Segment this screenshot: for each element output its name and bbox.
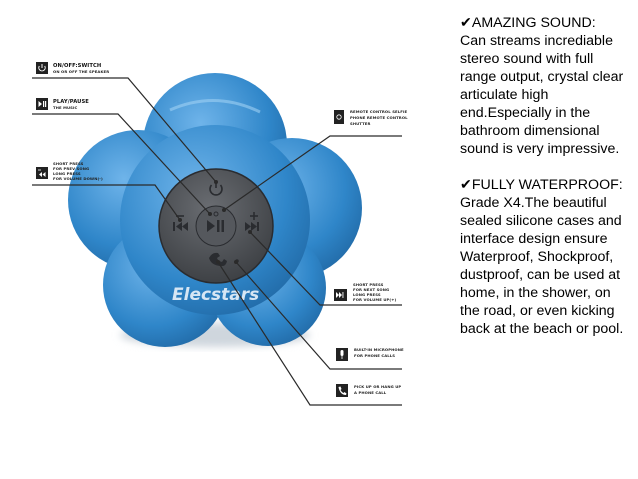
callout-on-off bbox=[36, 62, 109, 74]
phone-icon bbox=[336, 384, 348, 397]
feature-body: Can streams incrediable stereo sound with full range output, crystal clear articulate high end.Especially in the bathroom dimensional sound is very impressive. bbox=[460, 33, 624, 157]
svg-text:THE MUSIC: THE MUSIC bbox=[53, 105, 78, 110]
callout-call bbox=[336, 384, 401, 397]
svg-text:SHUTTER: SHUTTER bbox=[350, 121, 371, 126]
svg-text:PLAY/PAUSE: PLAY/PAUSE bbox=[53, 99, 89, 105]
feature-title: ✔FULLY WATERPROOF: bbox=[460, 177, 623, 193]
svg-text:LONG PRESS: LONG PRESS bbox=[53, 171, 81, 176]
svg-text:A PHONE CALL: A PHONE CALL bbox=[354, 390, 387, 395]
feature-sound bbox=[460, 14, 632, 158]
svg-text:PICK UP OR HANG UP: PICK UP OR HANG UP bbox=[354, 384, 402, 389]
callout-microphone bbox=[336, 347, 404, 361]
feature-waterproof bbox=[460, 176, 632, 338]
svg-text:FOR VOLUME UP(+): FOR VOLUME UP(+) bbox=[353, 297, 397, 302]
svg-text:SHORT PRESS: SHORT PRESS bbox=[353, 282, 384, 287]
feature-title: ✔AMAZING SOUND: bbox=[460, 15, 596, 31]
feature-body: Grade X4.The beautiful sealed silicone cases and interface design ensure Waterproof, Shockproof, dustproof, can be used at home, in the shower, on the road, or even kicking back at the beach or pool. bbox=[460, 195, 624, 337]
svg-text:FOR NEXT SONG: FOR NEXT SONG bbox=[353, 287, 390, 292]
svg-text:BUILT-IN MICROPHONE: BUILT-IN MICROPHONE bbox=[354, 347, 404, 352]
svg-text:ON OR OFF THE SPEAKER: ON OR OFF THE SPEAKER bbox=[53, 69, 110, 74]
svg-text:SHORT PRESS: SHORT PRESS bbox=[53, 161, 84, 166]
svg-text:REMOTE CONTROL SELFIE: REMOTE CONTROL SELFIE bbox=[350, 109, 408, 114]
callout-play-pause bbox=[36, 98, 89, 110]
feature-list bbox=[460, 14, 632, 356]
svg-text:FOR VOLUME DOWN(-): FOR VOLUME DOWN(-) bbox=[53, 176, 103, 181]
svg-text:LONG PRESS: LONG PRESS bbox=[353, 292, 381, 297]
callout-remote-selfie bbox=[334, 109, 408, 126]
svg-text:ON/OFF:SWITCH: ON/OFF:SWITCH bbox=[53, 63, 102, 69]
svg-text:FOR PREV SONG: FOR PREV SONG bbox=[53, 166, 90, 171]
callout-next-volume-up bbox=[334, 282, 397, 302]
svg-text:FOR PHONE CALLS: FOR PHONE CALLS bbox=[354, 353, 396, 358]
phone-camera-icon bbox=[334, 110, 344, 124]
svg-text:PHONE REMOTE CONTROL: PHONE REMOTE CONTROL bbox=[350, 115, 408, 120]
brand-logo: Elecstars bbox=[172, 285, 260, 305]
